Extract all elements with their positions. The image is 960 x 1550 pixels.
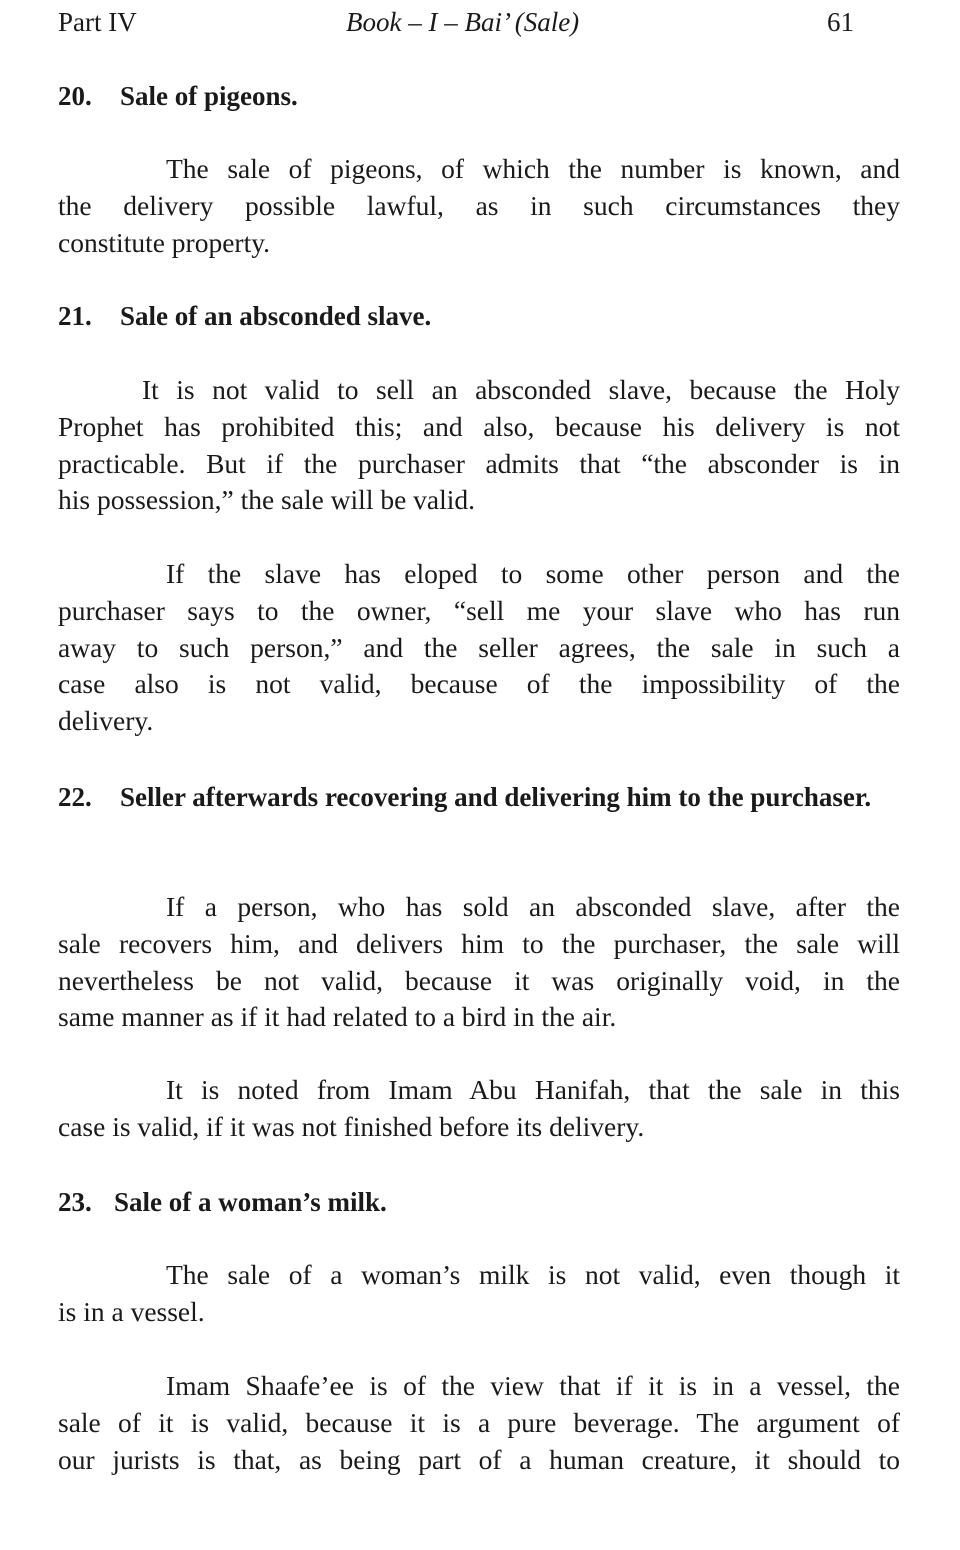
section-number: 20. xyxy=(58,81,92,111)
section-number: 23. xyxy=(58,1187,92,1217)
paragraph xyxy=(58,1368,900,1478)
book-title: Book – I – Bai’ (Sale) xyxy=(346,7,580,37)
section-title: Sale of an absconded slave. xyxy=(120,301,432,331)
paragraph-line: sale of it is valid, because it is a pure beverage. The argument of xyxy=(58,1406,900,1438)
section-heading-22 xyxy=(58,779,900,816)
part-label: Part IV xyxy=(58,7,137,37)
section-number: 21. xyxy=(58,301,92,331)
paragraph-line: away to such person,” and the seller agrees, the sale in such a xyxy=(58,631,900,663)
page-number: 61 xyxy=(827,7,854,37)
paragraph-line: delivery. xyxy=(58,705,154,737)
paragraph-line: case is valid, if it was not finished before its delivery. xyxy=(58,1110,645,1142)
section-heading-23 xyxy=(58,1184,900,1221)
section-title: Sale of a woman’s milk. xyxy=(114,1187,387,1217)
paragraph-line: If a person, who has sold an absconded slave, after the xyxy=(166,891,900,922)
paragraph-line: our jurists is that, as being part of a human creature, it should to xyxy=(58,1443,900,1475)
paragraph-line: The sale of a woman’s milk is not valid, even though it xyxy=(166,1259,900,1290)
paragraph-line: case also is not valid, because of the impossibility of the xyxy=(58,668,900,700)
paragraph-line: Imam Shaafe’ee is of the view that if it is in a vessel, the xyxy=(166,1370,900,1401)
paragraph-line: practicable. But if the purchaser admits that “the absconder is in xyxy=(58,447,900,479)
running-header xyxy=(58,0,900,40)
paragraph-line: It is not valid to sell an absconded slave, because the Holy xyxy=(142,374,900,405)
paragraph xyxy=(58,1072,900,1146)
paragraph xyxy=(58,556,900,740)
paragraph-line: It is noted from Imam Abu Hanifah, that the sale in this xyxy=(166,1074,900,1105)
section-title: Seller afterwards recovering and delivering him to the purchaser. xyxy=(120,782,872,812)
paragraph xyxy=(58,1257,900,1331)
section-number: 22. xyxy=(58,782,92,812)
document-page xyxy=(58,0,900,1475)
paragraph xyxy=(58,151,900,261)
section-heading-21 xyxy=(58,298,900,335)
paragraph-line: If the slave has eloped to some other person and the xyxy=(166,558,900,589)
paragraph-line: constitute property. xyxy=(58,226,271,258)
paragraph-line: The sale of pigeons, of which the number is known, and xyxy=(166,153,900,184)
section-title: Sale of pigeons. xyxy=(120,81,298,111)
paragraph-line: the delivery possible lawful, as in such circumstances they xyxy=(58,189,900,221)
paragraph-line: is in a vessel. xyxy=(58,1295,205,1327)
paragraph xyxy=(58,372,900,519)
paragraph-line: purchaser says to the owner, “sell me your slave who has run xyxy=(58,594,900,626)
paragraph-line: same manner as if it had related to a bird in the air. xyxy=(58,1001,617,1033)
paragraph-line: Prophet has prohibited this; and also, because his delivery is not xyxy=(58,410,900,442)
paragraph-line: sale recovers him, and delivers him to the purchaser, the sale will xyxy=(58,927,900,959)
paragraph-line: his possession,” the sale will be valid. xyxy=(58,484,476,516)
paragraph xyxy=(58,889,900,1036)
section-heading-20 xyxy=(58,78,900,115)
paragraph-line: nevertheless be not valid, because it was originally void, in the xyxy=(58,964,900,996)
